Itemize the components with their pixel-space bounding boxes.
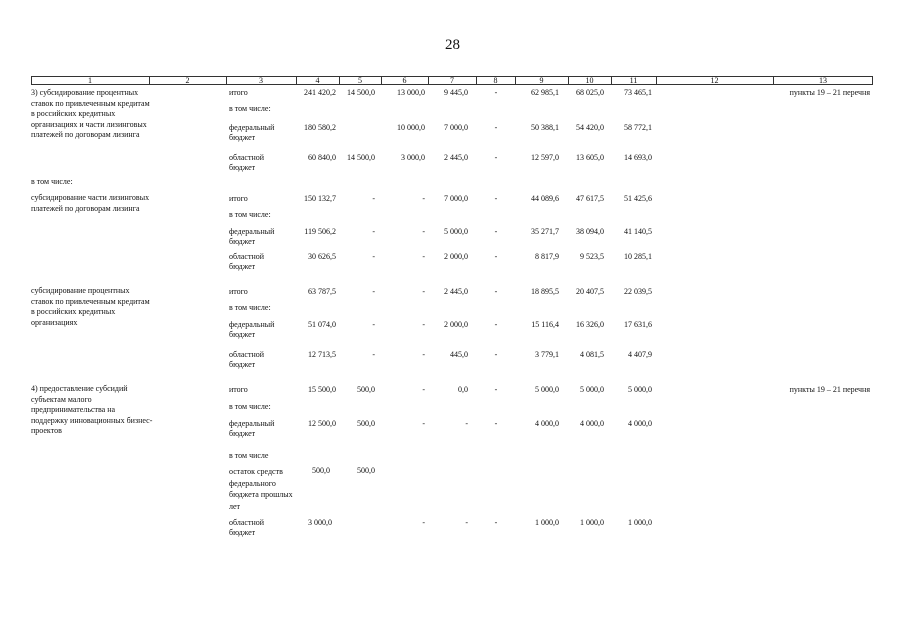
cell-col11: 58 772,1 — [624, 123, 652, 132]
row-label-remainder: остаток средств федерального бюджета прошлых лет — [229, 467, 293, 511]
cell-col11: 41 140,5 — [624, 227, 652, 236]
cell-col6: 10 000,0 — [397, 123, 425, 132]
header-col-8: 8 — [493, 76, 498, 85]
header-col-1: 1 — [88, 76, 92, 85]
including-label: в том числе: — [31, 177, 73, 186]
cell-col8: - — [494, 518, 498, 527]
header-col-6: 6 — [402, 76, 407, 85]
cell-col7: 2 000,0 — [444, 320, 468, 329]
cell-col6: - — [422, 194, 425, 203]
cell-col10: 1 000,0 — [580, 518, 604, 527]
cell-col7: 2 000,0 — [444, 252, 468, 261]
row-description: субсидирование части лизинговых платежей по договорам лизинга — [31, 193, 150, 213]
cell-col9: 18 895,5 — [531, 287, 559, 296]
cell-col4: 500,0 — [312, 466, 330, 475]
cell-col10: 20 407,5 — [576, 287, 604, 296]
cell-col9: 44 089,6 — [531, 194, 559, 203]
row-label-including: в том числе: — [229, 104, 271, 113]
cell-col5: 500,0 — [357, 419, 375, 428]
row-label-federal: федеральный бюджет — [229, 227, 275, 246]
cell-col11: 4 000,0 — [628, 419, 652, 428]
header-col-2: 2 — [185, 76, 190, 85]
cell-col10: 9 523,5 — [580, 252, 604, 261]
cell-col8: - — [494, 320, 498, 329]
header-col-13: 13 — [819, 76, 827, 85]
cell-col10: 16 326,0 — [576, 320, 604, 329]
row-label-regional: областной бюджет — [229, 153, 265, 172]
cell-col11: 1 000,0 — [628, 518, 652, 527]
cell-col4: 150 132,7 — [304, 194, 336, 203]
cell-col5: - — [372, 287, 375, 296]
cell-col4: 119 506,2 — [304, 227, 336, 236]
row-label-federal: федеральный бюджет — [229, 419, 275, 438]
cell-col10: 54 420,0 — [576, 123, 604, 132]
cell-col9: 12 597,0 — [531, 153, 559, 162]
cell-col9: 3 779,1 — [535, 350, 559, 359]
cell-col4: 3 000,0 — [308, 518, 332, 527]
cell-col10: 68 025,0 — [576, 88, 604, 97]
row-label-including: в том числе: — [229, 210, 271, 219]
cell-col5: - — [372, 350, 375, 359]
header-col-9: 9 — [539, 76, 544, 85]
cell-col9: 8 817,9 — [535, 252, 559, 261]
cell-col7: - — [465, 419, 468, 428]
cell-col11: 17 631,6 — [624, 320, 652, 329]
cell-col11: 51 425,6 — [624, 194, 652, 203]
cell-col8: - — [494, 227, 498, 236]
row-label-itogo: итого — [229, 88, 248, 97]
cell-col4: 63 787,5 — [308, 287, 336, 296]
cell-col7: 2 445,0 — [444, 287, 468, 296]
page-number: 28 — [445, 37, 460, 53]
cell-col10: 13 605,0 — [576, 153, 604, 162]
cell-col13-reference: пункты 19 – 21 перечня — [789, 88, 870, 97]
cell-col10: 38 094,0 — [576, 227, 604, 236]
cell-col5: - — [372, 194, 375, 203]
cell-col8: - — [494, 153, 498, 162]
header-col-4: 4 — [315, 76, 320, 85]
cell-col7: 2 445,0 — [444, 153, 468, 162]
cell-col11: 10 285,1 — [624, 252, 652, 261]
cell-col10: 47 617,5 — [576, 194, 604, 203]
cell-col6: - — [422, 252, 425, 261]
cell-col4: 180 580,2 — [304, 123, 336, 132]
cell-col9: 50 388,1 — [531, 123, 559, 132]
cell-col8: - — [494, 123, 498, 132]
cell-col5: - — [372, 252, 375, 261]
header-col-7: 7 — [450, 76, 454, 85]
cell-col7: 9 445,0 — [444, 88, 468, 97]
cell-col6: - — [422, 320, 425, 329]
row-label-including: в том числе — [229, 451, 269, 460]
cell-col7: 7 000,0 — [444, 194, 468, 203]
cell-col6: - — [422, 419, 425, 428]
cell-col8: - — [494, 88, 498, 97]
cell-col5: - — [372, 320, 375, 329]
cell-col4: 12 500,0 — [308, 419, 336, 428]
cell-col8: - — [494, 194, 498, 203]
cell-col8: - — [494, 287, 498, 296]
row-description: 3) субсидирование процентных ставок по привлеченным кредитам в российских кредитных организациях и части лизинговых платежей по договорам лизинга — [31, 88, 150, 139]
cell-col5: 14 500,0 — [347, 88, 375, 97]
cell-col6: 13 000,0 — [397, 88, 425, 97]
cell-col7: 445,0 — [450, 350, 468, 359]
cell-col4: 60 840,0 — [308, 153, 336, 162]
row-description: 4) предоставление субсидий субъектам малого предпринимательства на поддержку инновационных бизнес-проектов — [31, 384, 153, 435]
cell-col10: 5 000,0 — [580, 385, 604, 394]
cell-col9: 35 271,7 — [531, 227, 559, 236]
cell-col11: 14 693,0 — [624, 153, 652, 162]
cell-col11: 22 039,5 — [624, 287, 652, 296]
header-col-10: 10 — [585, 76, 594, 85]
cell-col8: - — [494, 252, 498, 261]
cell-col9: 1 000,0 — [535, 518, 559, 527]
cell-col8: - — [494, 350, 498, 359]
cell-col4: 30 626,5 — [308, 252, 336, 261]
row-label-federal: федеральный бюджет — [229, 123, 275, 142]
row-label-itogo: итого — [229, 194, 248, 203]
cell-col10: 4 000,0 — [580, 419, 604, 428]
cell-col4: 51 074,0 — [308, 320, 336, 329]
cell-col9: 15 116,4 — [531, 320, 559, 329]
cell-col4: 241 420,2 — [304, 88, 336, 97]
row-description: субсидирование процентных ставок по привлеченным кредитам в российских кредитных организациях — [31, 286, 150, 327]
cell-col7: - — [465, 518, 468, 527]
cell-col11: 73 465,1 — [624, 88, 652, 97]
row-label-federal: федеральный бюджет — [229, 320, 275, 339]
cell-col7: 5 000,0 — [444, 227, 468, 236]
cell-col4: 15 500,0 — [308, 385, 336, 394]
cell-col9: 62 985,1 — [531, 88, 559, 97]
cell-col9: 5 000,0 — [535, 385, 559, 394]
cell-col5: 500,0 — [357, 466, 375, 475]
row-label-including: в том числе: — [229, 303, 271, 312]
cell-col7: 0,0 — [458, 385, 468, 394]
cell-col5: 14 500,0 — [347, 153, 375, 162]
cell-col7: 7 000,0 — [444, 123, 468, 132]
cell-col6: - — [422, 287, 425, 296]
header-col-5: 5 — [358, 76, 362, 85]
cell-col6: - — [422, 518, 425, 527]
row-label-regional: областной бюджет — [229, 252, 265, 271]
cell-col11: 5 000,0 — [628, 385, 652, 394]
cell-col6: - — [422, 227, 425, 236]
cell-col9: 4 000,0 — [535, 419, 559, 428]
row-label-itogo: итого — [229, 287, 248, 296]
cell-col10: 4 081,5 — [580, 350, 604, 359]
row-label-including: в том числе: — [229, 402, 271, 411]
cell-col6: 3 000,0 — [401, 153, 425, 162]
header-col-12: 12 — [710, 76, 719, 85]
row-label-regional: областной бюджет — [229, 350, 265, 369]
row-label-regional: областной бюджет — [229, 518, 265, 537]
cell-col5: - — [372, 227, 375, 236]
cell-col8: - — [494, 419, 498, 428]
cell-col13-reference: пункты 19 – 21 перечня — [789, 385, 870, 394]
header-col-11: 11 — [629, 76, 638, 85]
cell-col8: - — [494, 385, 498, 394]
cell-col6: - — [422, 350, 425, 359]
cell-col11: 4 407,9 — [628, 350, 652, 359]
row-label-itogo: итого — [229, 385, 248, 394]
cell-col6: - — [422, 385, 425, 394]
header-col-3: 3 — [259, 76, 263, 85]
cell-col5: 500,0 — [357, 385, 375, 394]
cell-col4: 12 713,5 — [308, 350, 336, 359]
